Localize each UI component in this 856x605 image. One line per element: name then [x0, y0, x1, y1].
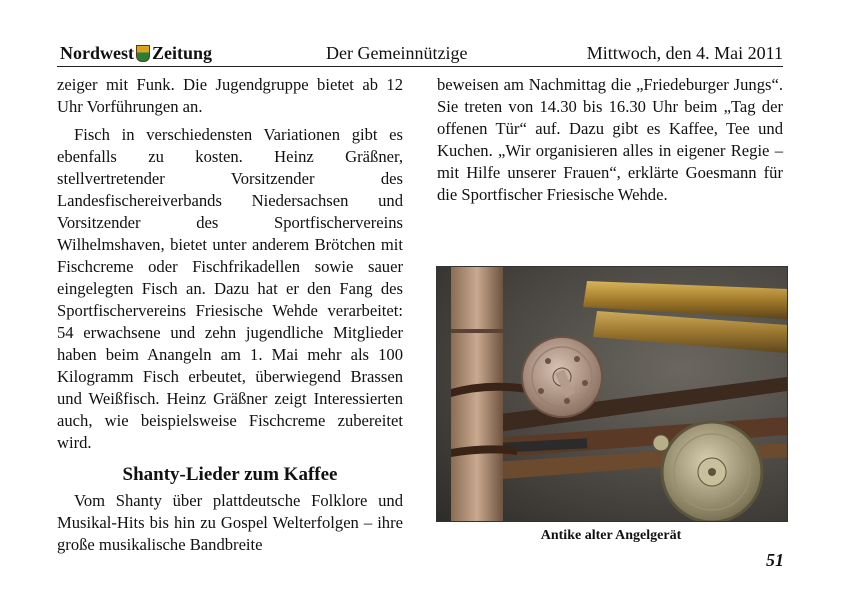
photo-caption: Antike alter Angelgerät	[540, 528, 682, 543]
brand-left: Nordwest	[60, 43, 134, 63]
fishing-gear-photo	[436, 266, 788, 522]
brass-tube-upper	[583, 281, 787, 353]
page-number: 51	[766, 550, 784, 570]
crest-icon	[136, 45, 150, 62]
newspaper-brand	[60, 43, 212, 64]
vertical-pole	[451, 267, 527, 521]
brand-right: Zeitung	[152, 43, 213, 63]
left-paragraph-2: Fisch in verschiedensten Variationen gibt es ebenfalls zu kosten. Heinz Gräßner, stellvertretender Vorsitzender des Landesfischereiverbands Niedersachsen und Vorsitzender des Sportfischervereins Wilhelmshaven, bietet unter anderem Brötchen mit Fischcreme oder Fischfrikadellen sowie sauer eingelegten Fisch an. Dazu hat er den Fang des Sportfischervereins Friesische Wehde verarbeitet: 54 erwachsene und zehn jugendliche Mitglieder haben beim Anangeln am 1. Mai mehr als 100 Kilogramm Fisch erbeutet, überwiegend Brassen und Weißfisch. Heinz Gräßner zeigt Interessierten auch, wie beispielsweise Fischcreme zubereitet wird.	[57, 125, 403, 452]
left-column	[57, 74, 403, 556]
right-paragraph-1: beweisen am Nachmittag die „Friedeburger Jungs“. Sie treten von 14.30 bis 16.30 Uhr beim „Tag der offenen Tür“ auf. Dazu gibt es Kaffee, Tee und Kuchen. „Wir organisieren alles in eigener Regie – mit Hilfe unserer Frauen“, erklärte Goesmann für die Sportfischer Friesische Wehde.	[437, 75, 783, 204]
fishing-gear-illustration	[437, 267, 787, 521]
section-subheading: Shanty-Lieder zum Kaffee	[122, 464, 338, 485]
left-paragraph-3: Vom Shanty über plattdeutsche Folklore und Musikal-Hits bis hin zu Gospel Welterfolgen – ihre große musikalische Bandbreite	[57, 491, 403, 554]
right-column	[437, 74, 783, 206]
publication-title: Der Gemeinnützige	[326, 43, 468, 63]
left-paragraph-1: zeiger mit Funk. Die Jugendgruppe bietet ab 12 Uhr Vorführungen an.	[57, 75, 403, 116]
page-header	[57, 40, 783, 67]
issue-date: Mittwoch, den 4. Mai 2011	[586, 43, 783, 63]
reel-upper	[522, 337, 602, 417]
